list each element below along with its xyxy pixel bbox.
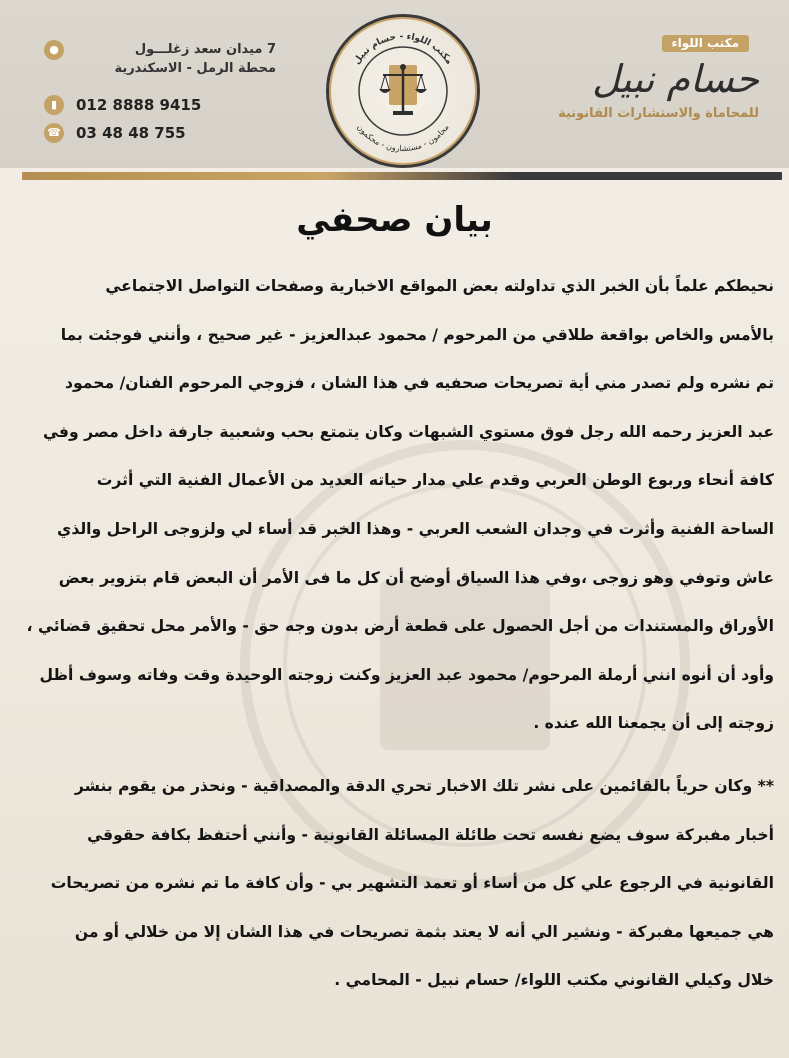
- firm-name: حسام نبيل: [592, 57, 759, 101]
- firm-seal: [326, 14, 480, 168]
- mobile-row: [44, 92, 284, 118]
- statement-line: تم نشره ولم تصدر مني أية تصريحات صحفيه في هذا الشان ، فزوجي المرحوم الفنان/ محمود: [65, 374, 774, 393]
- seal-bottom-text: محامون - مستشارون - محكمون: [355, 122, 451, 154]
- statement-line: القانونية في الرجوع علي كل من أساء أو تعمد التشهير بي - وأن كافة ما تم نشره من تصريحات: [50, 874, 774, 893]
- statement-line: خلال وكيلي القانوني مكتب اللواء/ حسام نبيل - المحامي .: [334, 971, 774, 990]
- statement-line: هي جميعها مفبركة - ونشير الي أنه لا يعتد بثمة تصريحات في هذا الشان إلا من خلالي أو من: [74, 922, 774, 941]
- mobile-phone-icon: ▮: [44, 95, 64, 115]
- letterhead: [0, 0, 789, 168]
- statement-line: بالأمس والخاص بواقعة طلاقي من المرحوم / محمود عبدالعزيز - غير صحيح ، وأنني فوجئت بما: [60, 325, 774, 344]
- statement-line: عبد العزيز رحمه الله رجل فوق مستوي الشبهات وكان يتمتع بحب وشعبية جارفة داخل مصر وفي: [42, 422, 774, 441]
- address: [76, 40, 276, 78]
- phone-row: [44, 120, 284, 146]
- address-row: [44, 40, 284, 86]
- header-divider: [22, 172, 782, 180]
- seal-graphic: [329, 17, 477, 165]
- address-line-2: محطة الرمل - الاسكندرية: [114, 61, 276, 76]
- mobile-number: 012 8888 9415: [76, 96, 202, 114]
- telephone-icon: ☎: [44, 123, 64, 143]
- scales-of-justice-icon: [379, 64, 427, 115]
- statement-line: وأود أن أنوه انني أرملة المرحوم/ محمود عبد العزيز وكنت زوجته الوحيدة وقت وفاته وسوف أظل: [39, 665, 774, 684]
- paragraph-1: [22, 262, 774, 748]
- seal-top-text: مكتب اللواء - حسام نبيل: [352, 31, 454, 67]
- paragraph-2: [22, 762, 774, 1005]
- statement-line: كافة أنحاء وربوع الوطن العربي وقدم علي مدار حياته العديد من الأعمال الفنية التي أثرت: [96, 471, 774, 490]
- office-badge: مكتب اللواء: [662, 35, 749, 52]
- statement-line: الأوراق والمستندات من أجل الحصول على قطعة أرض بدون وجه حق - والأمر محل تحقيق قضائي ،: [26, 617, 774, 636]
- statement-line: نحيطكم علماً بأن الخبر الذي تداولته بعض المواقع الاخبارية وصفحات التواصل الاجتماعي: [105, 277, 774, 295]
- statement-title: بيان صحفي: [296, 200, 493, 240]
- firm-brand: [529, 32, 759, 121]
- phone-number: 03 48 48 755: [76, 124, 186, 142]
- statement-body: [22, 262, 774, 1005]
- statement-line: عاش وتوفي وهو زوجى ،وفي هذا السياق أوضح أن كل ما فى الأمر أن البعض قام بتزوير بعض: [58, 568, 774, 587]
- statement-line: الساحة الفنية وأثرت في وجدان الشعب العربي - وهذا الخبر قد أساء لي ولزوجى الراحل والذي: [57, 519, 774, 538]
- contact-block: [44, 40, 284, 146]
- location-pin-icon: ●: [44, 40, 64, 60]
- address-line-1: 7 ميدان سعد زغلـــول: [134, 42, 276, 57]
- firm-subtitle: للمحاماة والاستشارات القانونية: [558, 106, 759, 121]
- statement-line: أخبار مفبركة سوف يضع نفسه تحت طائلة المسائلة القانونية - وأنني أحتفظ بكافة حقوقي: [87, 825, 774, 844]
- statement-line: ** وكان حرياً بالقائمين على نشر تلك الاخبار تحري الدقة والمصداقية - ونحذر من يقوم بنشر: [74, 776, 774, 795]
- statement-line: زوجته إلى أن يجمعنا الله عنده .: [533, 714, 774, 733]
